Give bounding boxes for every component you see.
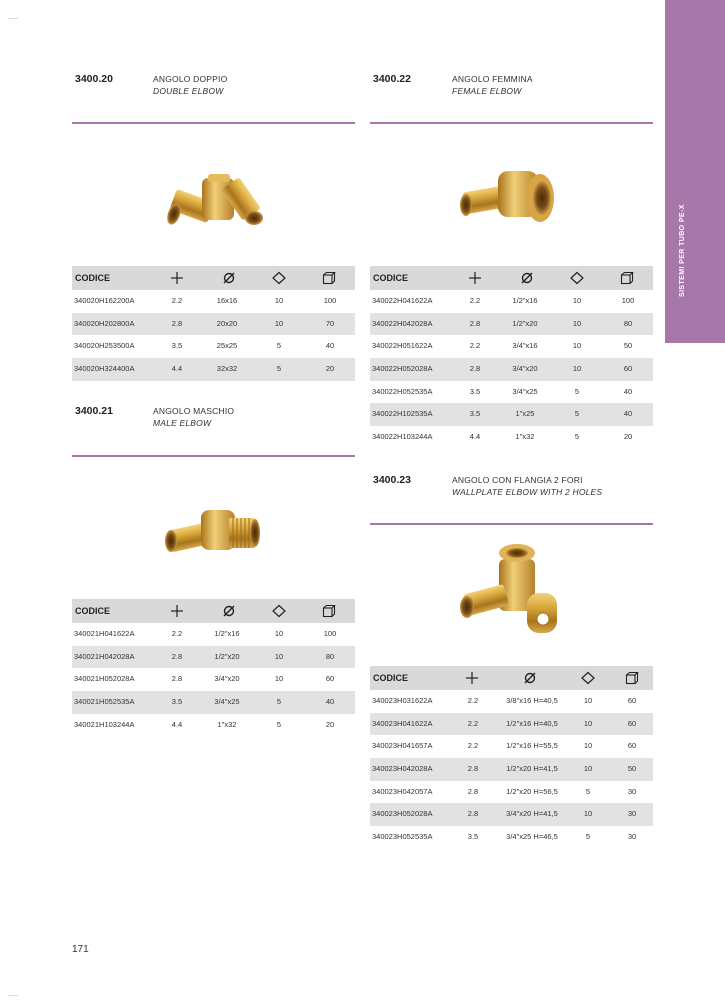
box-icon bbox=[322, 271, 336, 285]
section-code: 3400.21 bbox=[75, 405, 113, 417]
cell-box: 30 bbox=[627, 786, 637, 796]
pack-icon bbox=[272, 604, 286, 618]
cell-code: 340021H103244A bbox=[74, 719, 135, 729]
pack-icon bbox=[272, 271, 286, 285]
pack-icon bbox=[570, 271, 584, 285]
cell-length: 2.8 bbox=[171, 318, 183, 328]
table-row bbox=[370, 803, 653, 826]
cell-box: 60 bbox=[325, 674, 335, 684]
male-elbow-photo bbox=[155, 490, 275, 580]
cell-code: 340022H042028A bbox=[372, 318, 433, 328]
cell-code: 340023H042028A bbox=[372, 764, 433, 774]
cell-pack: 10 bbox=[583, 718, 593, 728]
table-row bbox=[370, 781, 653, 804]
cell-box: 80 bbox=[623, 318, 633, 328]
table-row bbox=[370, 735, 653, 758]
cell-box: 50 bbox=[627, 764, 637, 774]
header-code: CODICE bbox=[373, 673, 409, 683]
table-header bbox=[72, 266, 355, 290]
length-icon bbox=[170, 271, 184, 285]
cell-size: 3/4"x25 H=46,5 bbox=[506, 832, 558, 842]
table-row bbox=[72, 668, 355, 691]
table-header bbox=[370, 666, 653, 690]
cell-box: 30 bbox=[627, 832, 637, 842]
cell-box: 20 bbox=[325, 719, 335, 729]
cell-code: 340020H202800A bbox=[74, 318, 135, 328]
table-row bbox=[370, 713, 653, 736]
length-icon bbox=[468, 271, 482, 285]
cell-length: 2.8 bbox=[469, 364, 481, 374]
section-code: 3400.23 bbox=[373, 474, 411, 486]
cell-length: 3.5 bbox=[171, 341, 183, 351]
cell-length: 2.2 bbox=[467, 718, 479, 728]
cell-size: 16x16 bbox=[216, 296, 238, 305]
name-en: DOUBLE ELBOW bbox=[153, 86, 224, 96]
cell-code: 340022H052535A bbox=[372, 386, 433, 396]
table-row bbox=[370, 758, 653, 781]
diameter-icon bbox=[222, 271, 236, 285]
cell-code: 340023H052028A bbox=[372, 809, 433, 819]
cell-length: 3.5 bbox=[469, 409, 481, 419]
cell-box: 100 bbox=[323, 296, 337, 305]
table-row bbox=[72, 335, 355, 358]
length-icon bbox=[170, 604, 184, 618]
cell-size: 3/4"x25 bbox=[512, 386, 538, 396]
cell-code: 340021H052535A bbox=[74, 697, 135, 707]
table-row bbox=[72, 714, 355, 737]
cell-size: 1"x32 bbox=[515, 432, 535, 442]
product-table-3400-21 bbox=[72, 599, 355, 736]
cell-length: 2.2 bbox=[469, 296, 481, 305]
cell-length: 2.8 bbox=[171, 674, 183, 684]
table-row bbox=[72, 691, 355, 714]
table-row bbox=[370, 690, 653, 713]
cell-code: 340022H051622A bbox=[372, 341, 433, 351]
name-it: ANGOLO DOPPIO bbox=[153, 74, 228, 84]
cell-length: 2.8 bbox=[467, 809, 479, 819]
cell-box: 40 bbox=[325, 697, 335, 707]
cell-pack: 10 bbox=[572, 364, 582, 374]
cell-box: 40 bbox=[623, 386, 633, 396]
table-row bbox=[72, 646, 355, 669]
cell-length: 4.4 bbox=[469, 432, 481, 442]
cell-length: 2.2 bbox=[467, 741, 479, 751]
cell-code: 340021H052028A bbox=[74, 674, 135, 684]
diameter-icon bbox=[520, 271, 534, 285]
cell-code: 340021H042028A bbox=[74, 651, 135, 661]
box-icon bbox=[625, 671, 639, 685]
name-en: FEMALE ELBOW bbox=[452, 86, 522, 96]
cell-code: 340022H103244A bbox=[372, 432, 433, 442]
cell-size: 1/2"x16 H=55,5 bbox=[506, 741, 558, 751]
name-it: ANGOLO MASCHIO bbox=[153, 406, 235, 416]
cell-box: 100 bbox=[323, 629, 337, 638]
table-row bbox=[72, 358, 355, 381]
name-en: WALLPLATE ELBOW WITH 2 HOLES bbox=[452, 487, 603, 497]
cell-code: 340023H052535A bbox=[372, 832, 433, 842]
header-code: CODICE bbox=[75, 273, 111, 283]
cell-pack: 10 bbox=[572, 318, 582, 328]
cell-pack: 10 bbox=[583, 764, 593, 774]
table-row bbox=[370, 426, 653, 449]
cell-pack: 10 bbox=[583, 696, 593, 705]
table-row bbox=[370, 381, 653, 404]
cell-code: 340023H041622A bbox=[372, 718, 433, 728]
cell-length: 3.5 bbox=[467, 832, 479, 842]
cell-code: 340022H041622A bbox=[372, 296, 433, 305]
table-row bbox=[370, 313, 653, 336]
table-header bbox=[370, 266, 653, 290]
cell-box: 50 bbox=[623, 341, 633, 351]
cell-size: 1"x25 bbox=[515, 409, 535, 419]
section-name bbox=[153, 73, 227, 97]
cell-box: 20 bbox=[325, 364, 335, 374]
product-table-3400-20 bbox=[72, 266, 355, 381]
cell-code: 340023H031622A bbox=[372, 696, 433, 705]
cell-length: 2.8 bbox=[467, 786, 479, 796]
cell-size: 3/4"x20 bbox=[512, 364, 538, 374]
table-row bbox=[72, 623, 355, 646]
cell-size: 1/2"x16 bbox=[512, 296, 538, 305]
cell-pack: 5 bbox=[276, 719, 282, 729]
table-row bbox=[370, 403, 653, 426]
table-row bbox=[370, 290, 653, 313]
cell-pack: 10 bbox=[274, 651, 284, 661]
cell-length: 4.4 bbox=[171, 719, 183, 729]
product-table-3400-23 bbox=[370, 666, 653, 849]
cell-pack: 5 bbox=[574, 386, 580, 396]
cell-code: 340021H041622A bbox=[74, 629, 135, 638]
cell-length: 2.2 bbox=[171, 629, 183, 638]
cell-size: 3/4"x20 H=41,5 bbox=[506, 809, 558, 819]
cell-length: 2.2 bbox=[467, 696, 479, 705]
cell-pack: 10 bbox=[274, 318, 284, 328]
box-icon bbox=[322, 604, 336, 618]
section-name bbox=[452, 474, 602, 498]
cell-box: 60 bbox=[623, 364, 633, 374]
section-divider bbox=[370, 122, 653, 124]
cell-code: 340020H324400A bbox=[74, 364, 135, 374]
cell-length: 4.4 bbox=[171, 364, 183, 374]
section-code: 3400.22 bbox=[373, 73, 411, 85]
cell-size: 1/2"x20 H=41,5 bbox=[506, 764, 558, 774]
pack-icon bbox=[581, 671, 595, 685]
cell-size: 1/2"x20 bbox=[512, 318, 538, 328]
cell-code: 340023H042057A bbox=[372, 786, 433, 796]
cell-size: 1/2"x20 H=56,5 bbox=[506, 786, 558, 796]
diameter-icon bbox=[523, 671, 537, 685]
diameter-icon bbox=[222, 604, 236, 618]
cell-size: 3/4"x20 bbox=[214, 674, 240, 684]
section-divider bbox=[370, 523, 653, 525]
cell-size: 1/2"x20 bbox=[214, 651, 240, 661]
side-tab-label: SISTEMI PER TUBO PE-X bbox=[679, 204, 686, 297]
header-code: CODICE bbox=[75, 606, 111, 616]
cell-pack: 5 bbox=[585, 832, 591, 842]
section-side-tab bbox=[665, 0, 725, 343]
cell-pack: 10 bbox=[572, 296, 582, 305]
cell-length: 3.5 bbox=[171, 697, 183, 707]
cell-pack: 5 bbox=[276, 364, 282, 374]
crop-mark bbox=[8, 985, 18, 996]
box-icon bbox=[620, 271, 634, 285]
cell-length: 2.2 bbox=[171, 296, 183, 305]
cell-pack: 5 bbox=[574, 432, 580, 442]
cell-box: 40 bbox=[325, 341, 335, 351]
length-icon bbox=[465, 671, 479, 685]
cell-length: 2.8 bbox=[171, 651, 183, 661]
cell-pack: 5 bbox=[574, 409, 580, 419]
cell-pack: 10 bbox=[583, 741, 593, 751]
table-row bbox=[370, 358, 653, 381]
female-elbow-photo bbox=[450, 155, 570, 245]
cell-pack: 10 bbox=[274, 674, 284, 684]
cell-pack: 10 bbox=[274, 296, 284, 305]
name-it: ANGOLO CON FLANGIA 2 FORI bbox=[452, 475, 583, 485]
cell-pack: 5 bbox=[585, 786, 591, 796]
cell-size: 3/4"x16 bbox=[512, 341, 538, 351]
name-en: MALE ELBOW bbox=[153, 418, 212, 428]
cell-box: 40 bbox=[623, 409, 633, 419]
name-it: ANGOLO FEMMINA bbox=[452, 74, 533, 84]
crop-mark bbox=[8, 18, 18, 29]
header-code: CODICE bbox=[373, 273, 409, 283]
cell-box: 100 bbox=[621, 296, 635, 305]
cell-box: 70 bbox=[325, 318, 335, 328]
double-elbow-photo bbox=[150, 150, 280, 250]
section-name bbox=[452, 73, 533, 97]
product-table-3400-22 bbox=[370, 266, 653, 449]
table-header bbox=[72, 599, 355, 623]
cell-size: 32x32 bbox=[216, 364, 238, 374]
cell-code: 340022H052028A bbox=[372, 364, 433, 374]
cell-size: 3/4"x25 bbox=[214, 697, 240, 707]
cell-size: 1/2"x16 bbox=[214, 629, 240, 638]
page-number: 171 bbox=[72, 944, 89, 955]
cell-length: 2.8 bbox=[467, 764, 479, 774]
cell-pack: 10 bbox=[583, 809, 593, 819]
cell-box: 80 bbox=[325, 651, 335, 661]
cell-box: 60 bbox=[627, 718, 637, 728]
cell-pack: 5 bbox=[276, 697, 282, 707]
cell-box: 60 bbox=[627, 741, 637, 751]
cell-length: 2.8 bbox=[469, 318, 481, 328]
section-divider bbox=[72, 455, 355, 457]
cell-pack: 5 bbox=[276, 341, 282, 351]
cell-box: 30 bbox=[627, 809, 637, 819]
cell-code: 340022H102535A bbox=[372, 409, 433, 419]
cell-box: 60 bbox=[627, 696, 637, 705]
cell-code: 340020H162200A bbox=[74, 296, 135, 305]
cell-size: 25x25 bbox=[216, 341, 238, 351]
cell-pack: 10 bbox=[274, 629, 284, 638]
section-name bbox=[153, 405, 234, 429]
cell-size: 3/8"x16 H=40,5 bbox=[506, 696, 558, 705]
table-row bbox=[72, 313, 355, 336]
table-row bbox=[370, 826, 653, 849]
cell-length: 2.2 bbox=[469, 341, 481, 351]
cell-length: 3.5 bbox=[469, 386, 481, 396]
table-row bbox=[72, 290, 355, 313]
table-row bbox=[370, 335, 653, 358]
cell-code: 340020H253500A bbox=[74, 341, 135, 351]
cell-size: 1/2"x16 H=40,5 bbox=[506, 718, 558, 728]
cell-code: 340023H041657A bbox=[372, 741, 433, 751]
cell-size: 1"x32 bbox=[217, 719, 237, 729]
wallplate-elbow-photo bbox=[455, 535, 565, 650]
cell-pack: 10 bbox=[572, 341, 582, 351]
section-divider bbox=[72, 122, 355, 124]
section-code: 3400.20 bbox=[75, 73, 113, 85]
cell-box: 20 bbox=[623, 432, 633, 442]
cell-size: 20x20 bbox=[216, 318, 238, 328]
